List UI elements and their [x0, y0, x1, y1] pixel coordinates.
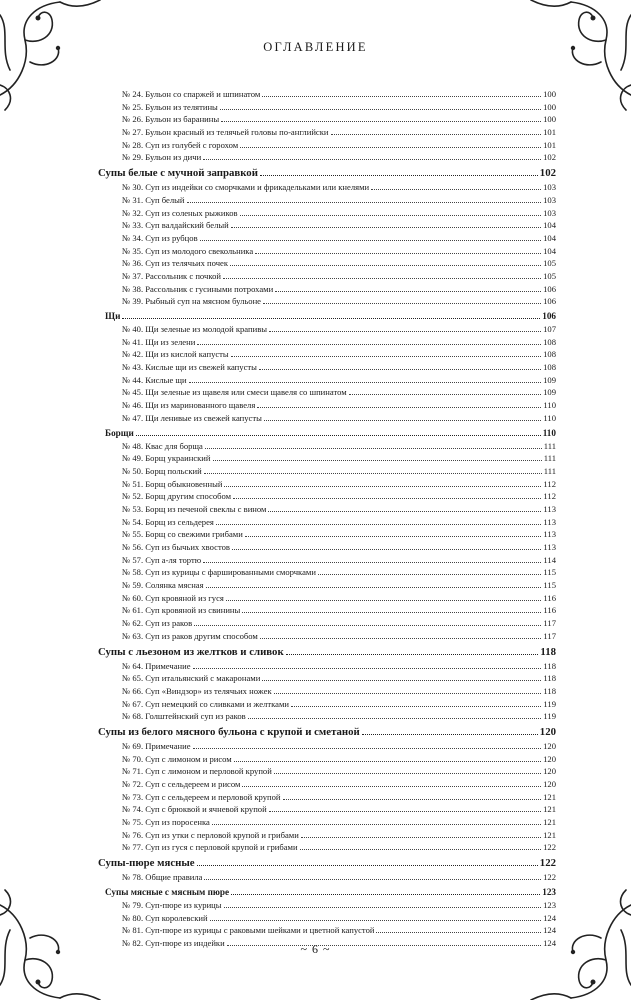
dot-leader — [212, 824, 541, 825]
toc-entry[interactable] — [98, 617, 556, 630]
dot-leader — [291, 706, 541, 707]
dot-leader — [204, 473, 542, 474]
toc-entry-title: № 77. Суп из гуся с перловой крупой и грибами — [122, 842, 298, 853]
toc-entry-title: № 63. Суп из раков другим способом — [122, 630, 258, 641]
toc-entry-page: 101 — [543, 127, 556, 138]
toc-entry-page: 117 — [543, 618, 556, 629]
toc-section-heading[interactable] — [98, 645, 556, 660]
toc-entry-page: 100 — [543, 101, 556, 112]
toc-entry-title: № 69. Примечание — [122, 740, 191, 751]
dot-leader — [231, 894, 540, 895]
dot-leader — [220, 109, 541, 110]
toc-entry-page: 105 — [543, 270, 556, 281]
dot-leader — [269, 331, 541, 332]
toc-entry[interactable] — [98, 219, 556, 232]
dot-leader — [136, 435, 541, 436]
toc-entry-title: № 68. Голштейнский суп из раков — [122, 711, 246, 722]
toc-entry-page: 104 — [543, 220, 556, 231]
dot-leader — [230, 265, 541, 266]
toc-entry-title: № 41. Щи из зелени — [122, 336, 196, 347]
dot-leader — [259, 369, 541, 370]
dot-leader — [240, 215, 542, 216]
toc-entry[interactable] — [98, 412, 556, 425]
toc-entry-page: 124 — [543, 912, 556, 923]
toc-section-heading[interactable] — [98, 426, 556, 440]
toc-entry[interactable] — [98, 554, 556, 567]
toc-entry-page: 122 — [543, 872, 556, 883]
dot-leader — [257, 407, 541, 408]
toc-entry-page: 124 — [543, 937, 556, 948]
toc-entry-title: № 50. Борщ польский — [122, 465, 202, 476]
toc-entry-page: 123 — [543, 899, 556, 910]
dot-leader — [221, 121, 541, 122]
toc-entry[interactable] — [98, 829, 556, 842]
toc-entry-title: Супы белые с мучной заправкой — [98, 167, 258, 180]
toc-entry[interactable] — [98, 452, 556, 465]
toc-entry-title: № 26. Бульон из баранины — [122, 114, 220, 125]
toc-entry-page: 115 — [543, 580, 556, 591]
toc-entry-page: 102 — [543, 152, 556, 163]
toc-entry[interactable] — [98, 871, 556, 884]
toc-entry[interactable] — [98, 672, 556, 685]
dot-leader — [242, 786, 541, 787]
toc-section-heading[interactable] — [98, 725, 556, 740]
toc-entry-title: № 33. Суп валдайский белый — [122, 220, 229, 231]
toc-entry-title: № 30. Суп из индейки со сморчками и фрикадельками или кнелями — [122, 182, 370, 193]
dot-leader — [300, 849, 542, 850]
toc-entry-page: 106 — [543, 296, 556, 307]
toc-entry-page: 118 — [543, 673, 556, 684]
toc-entry-title: Супы-пюре мясные — [98, 857, 195, 870]
toc-entry[interactable] — [98, 194, 556, 207]
toc-entry-page: 104 — [543, 245, 556, 256]
toc-entry-page: 120 — [543, 740, 556, 751]
toc-entry[interactable] — [98, 753, 556, 766]
dot-leader — [224, 907, 542, 908]
toc-entry-page: 121 — [543, 817, 556, 828]
toc-entry-title: № 56. Суп из бычьих хвостов — [122, 542, 230, 552]
toc-entry-title: № 47. Щи ленивые из свежей капусты — [122, 412, 262, 423]
dot-leader — [231, 356, 541, 357]
toc-entry-page: 113 — [543, 542, 556, 552]
toc-entry-page: 103 — [543, 207, 556, 218]
toc-entry[interactable] — [98, 698, 556, 711]
dot-leader — [193, 748, 542, 749]
dot-leader — [234, 761, 541, 762]
toc-entry[interactable] — [98, 139, 556, 152]
toc-entry-title: № 40. Щи зеленые из молодой крапивы — [122, 324, 268, 334]
toc-entry-title: № 52. Борщ другим способом — [122, 491, 232, 502]
toc-entry[interactable] — [98, 336, 556, 349]
toc-entry-title: № 24. Бульон со спаржей и шпинатом — [122, 89, 261, 99]
toc-entry-page: 122 — [543, 842, 556, 853]
toc-entry-title: № 61. Суп кровяной из свинины — [122, 605, 241, 616]
toc-entry-title: № 34. Суп из рубцов — [122, 232, 198, 243]
toc-entry-page: 121 — [543, 791, 556, 802]
dot-leader — [262, 680, 541, 681]
dot-leader — [231, 227, 541, 228]
toc-entry-title: № 43. Кислые щи из свежей капусты — [122, 362, 257, 373]
dot-leader — [187, 202, 542, 203]
dot-leader — [205, 448, 542, 449]
dot-leader — [263, 303, 541, 304]
toc-entry-page: 110 — [542, 427, 556, 438]
toc-entry-page: 112 — [543, 478, 556, 489]
dot-leader — [203, 159, 541, 160]
toc-entry-page: 103 — [543, 194, 556, 205]
toc-entry[interactable] — [98, 386, 556, 399]
dot-leader — [200, 240, 541, 241]
toc-entry-title: № 78. Общие правила — [122, 872, 203, 883]
toc-entry-title: № 59. Солянка мясная — [122, 580, 204, 591]
toc-entry[interactable] — [98, 791, 556, 804]
toc-entry-page: 120 — [543, 779, 556, 789]
dot-leader — [223, 278, 541, 279]
toc-entry[interactable] — [98, 803, 556, 816]
toc-entry[interactable] — [98, 270, 556, 283]
dot-leader — [371, 189, 541, 190]
toc-entry-title: № 31. Суп белый — [122, 194, 185, 205]
toc-entry-title: № 58. Суп из курицы с фаршированными сморчками — [122, 567, 316, 578]
toc-entry[interactable] — [98, 361, 556, 374]
toc-entry-page: 112 — [543, 491, 556, 502]
toc-entry-page: 111 — [543, 465, 556, 476]
toc-entry-page: 118 — [540, 645, 556, 658]
toc-entry-title: № 36. Суп из телячьих почек — [122, 258, 229, 269]
toc-section-heading[interactable] — [98, 309, 556, 323]
toc-entry-page: 103 — [543, 182, 556, 193]
dot-leader — [286, 654, 539, 655]
toc-entry-page: 104 — [543, 232, 556, 243]
toc-entry[interactable] — [98, 685, 556, 698]
toc-entry-title: № 71. Суп с лимоном и перловой крупой — [122, 766, 272, 777]
toc-entry[interactable] — [98, 440, 556, 453]
toc-entry[interactable] — [98, 465, 556, 478]
dot-leader — [226, 600, 542, 601]
toc-entry-title: № 46. Щи из маринованного щавеля — [122, 400, 256, 411]
toc-entry[interactable] — [98, 516, 556, 529]
toc-entry[interactable] — [98, 566, 556, 579]
toc-entry-page: 120 — [543, 766, 556, 777]
toc-entry-page: 118 — [543, 685, 556, 696]
toc-entry-title: № 32. Суп из соленых рыжиков — [122, 207, 238, 218]
toc-entry-title: № 48. Квас для борща — [122, 440, 203, 451]
toc-entry-title: № 62. Суп из раков — [122, 618, 193, 629]
toc-entry-title: № 51. Борщ обыкновенный — [122, 478, 223, 489]
dot-leader — [248, 718, 542, 719]
toc-entry-title: № 35. Суп из молодого свекольника — [122, 245, 254, 256]
toc-entry-title: № 49. Борщ украинский — [122, 453, 211, 464]
toc-entry[interactable] — [98, 592, 556, 605]
dot-leader — [260, 175, 538, 176]
toc-entry[interactable] — [98, 490, 556, 503]
toc-entry-title: № 28. Суп из голубей с горохом — [122, 139, 239, 150]
toc-entry-page: 120 — [539, 725, 556, 738]
toc-entry[interactable] — [98, 295, 556, 308]
toc-entry-page: 110 — [543, 412, 556, 423]
toc-entry-title: № 27. Бульон красный из телячьей головы по-английски — [122, 127, 329, 138]
toc-section-heading[interactable] — [98, 166, 556, 181]
toc-entry-page: 118 — [543, 660, 556, 671]
dot-leader — [189, 382, 541, 383]
toc-entry-page: 109 — [543, 387, 556, 398]
toc-entry-page: 105 — [543, 258, 556, 269]
toc-entry[interactable] — [98, 924, 556, 937]
page-number: ~ 6 ~ — [300, 942, 331, 956]
dot-leader — [242, 612, 541, 613]
toc-entry-page: 110 — [543, 400, 556, 411]
toc-entry-title: № 53. Борщ из печеной свеклы с вином — [122, 503, 267, 514]
dot-leader — [274, 773, 541, 774]
toc-entry[interactable] — [98, 765, 556, 778]
dot-leader — [255, 253, 541, 254]
toc-entry[interactable] — [98, 323, 556, 336]
dot-leader — [210, 920, 541, 921]
dot-leader — [194, 625, 541, 626]
toc-entry-page: 106 — [542, 311, 556, 321]
toc-entry-title: № 55. Борщ со свежими грибами — [122, 529, 243, 540]
dot-leader — [197, 344, 541, 345]
dot-leader — [301, 837, 541, 838]
toc-entry-page: 116 — [543, 592, 556, 603]
toc-entry-title: № 79. Суп-пюре из курицы — [122, 899, 222, 910]
toc-entry-page: 107 — [543, 324, 556, 334]
toc-entry[interactable] — [98, 88, 556, 101]
dot-leader — [232, 549, 541, 550]
toc-entry[interactable] — [98, 778, 556, 791]
toc-entry-title: № 73. Суп с сельдереем и перловой крупой — [122, 791, 281, 802]
toc-entry[interactable] — [98, 528, 556, 541]
toc-entry-page: 102 — [539, 167, 556, 180]
toc-entry[interactable] — [98, 899, 556, 912]
toc-entry-title: № 57. Суп а-ля тортю — [122, 554, 202, 565]
toc-entry-page: 114 — [543, 554, 556, 565]
toc-entry-page: 101 — [543, 139, 556, 150]
toc-entry-title: № 81. Суп-пюре из курицы с раковыми шейками и цветной капустой — [122, 925, 375, 936]
toc-entry[interactable] — [98, 181, 556, 194]
toc-entry[interactable] — [98, 348, 556, 361]
toc-entry-title: Супы из белого мясного бульона с крупой и сметаной — [98, 725, 360, 738]
toc-entry-title: Супы с льезоном из желтков и сливок — [98, 645, 284, 658]
dot-leader — [262, 96, 541, 97]
page-title: ОГЛАВЛЕНИЕ — [263, 40, 368, 54]
dot-leader — [269, 811, 541, 812]
toc-entry-title: № 82. Суп-пюре из индейки — [122, 937, 225, 948]
toc-entry-title: № 66. Суп «Виндзор» из телячьих ножек — [122, 685, 272, 696]
toc-entry[interactable] — [98, 151, 556, 164]
toc-entry-title: № 76. Суп из утки с перловой крупой и грибами — [122, 829, 299, 840]
toc-entry-page: 111 — [543, 453, 556, 464]
toc-entry-page: 124 — [543, 925, 556, 936]
dot-leader — [122, 318, 540, 319]
toc-entry[interactable] — [98, 257, 556, 270]
toc-entry-title: № 45. Щи зеленые из щавеля или смеси щавеля со шпинатом — [122, 387, 347, 398]
toc-entry-page: 100 — [543, 114, 556, 125]
toc-entry[interactable] — [98, 399, 556, 412]
toc-entry-title: № 74. Суп с брюквой и ячневой крупой — [122, 804, 267, 815]
toc-entry-title: № 39. Рыбный суп на мясном бульоне — [122, 296, 261, 307]
dot-leader — [203, 562, 541, 563]
toc-entry-title: № 60. Суп кровяной из гуся — [122, 592, 224, 603]
toc-entry-page: 117 — [543, 630, 556, 641]
dot-leader — [275, 291, 541, 292]
toc-entry[interactable] — [98, 503, 556, 516]
toc-entry-title: № 37. Рассольник с почкой — [122, 270, 221, 281]
dot-leader — [362, 734, 538, 735]
toc-entry-title: № 29. Бульон из дичи — [122, 152, 202, 163]
toc-entry-title: № 38. Рассольник с гусиными потрохами — [122, 283, 274, 294]
dot-leader — [349, 394, 541, 395]
dot-leader — [376, 932, 541, 933]
toc-entry[interactable] — [98, 816, 556, 829]
toc-entry-page: 120 — [543, 753, 556, 764]
toc-entry-title: № 72. Суп с сельдереем и рисом — [122, 779, 241, 789]
toc-entry-page: 116 — [543, 605, 556, 616]
toc-entry-page: 109 — [543, 374, 556, 385]
toc-entry[interactable] — [98, 660, 556, 673]
toc-entry-title: № 42. Щи из кислой капусты — [122, 349, 229, 360]
dot-leader — [206, 587, 542, 588]
dot-leader — [331, 134, 542, 135]
toc-entry-title: № 75. Суп из поросенка — [122, 817, 210, 828]
toc-entry-page: 106 — [543, 283, 556, 294]
toc-entry-page: 121 — [543, 804, 556, 815]
dot-leader — [197, 865, 538, 866]
table-of-contents — [98, 88, 556, 950]
toc-entry[interactable] — [98, 604, 556, 617]
dot-leader — [224, 486, 541, 487]
toc-entry[interactable] — [98, 478, 556, 491]
dot-leader — [245, 536, 542, 537]
toc-entry-title: № 64. Примечание — [122, 660, 191, 671]
dot-leader — [274, 693, 542, 694]
toc-entry-title: № 65. Суп итальянский с макаронами — [122, 673, 261, 684]
toc-entry[interactable] — [98, 740, 556, 753]
toc-entry-page: 119 — [543, 698, 556, 709]
toc-section-heading[interactable] — [98, 856, 556, 871]
toc-entry-page: 123 — [542, 886, 556, 897]
dot-leader — [318, 574, 541, 575]
toc-entry-title: № 25. Бульон из телятины — [122, 101, 218, 112]
toc-entry-title: Супы мясные с мясным пюре — [105, 886, 230, 897]
toc-entry-page: 113 — [543, 516, 556, 527]
toc-entry-page: 121 — [543, 829, 556, 840]
toc-entry[interactable] — [98, 541, 556, 554]
dot-leader — [260, 638, 542, 639]
toc-entry[interactable] — [98, 101, 556, 114]
toc-entry-title: № 70. Суп с лимоном и рисом — [122, 753, 232, 764]
toc-entry-page: 108 — [543, 336, 556, 347]
toc-entry[interactable] — [98, 579, 556, 592]
toc-entry[interactable] — [98, 710, 556, 723]
dot-leader — [283, 799, 542, 800]
toc-entry[interactable] — [98, 245, 556, 258]
toc-entry[interactable] — [98, 283, 556, 296]
toc-entry-page: 108 — [543, 349, 556, 360]
toc-entry-title: Борщи — [105, 427, 134, 438]
toc-entry[interactable] — [98, 841, 556, 854]
toc-entry-title: Щи — [105, 311, 121, 321]
dot-leader — [268, 511, 541, 512]
dot-leader — [264, 420, 542, 421]
toc-entry-title: № 44. Кислые щи — [122, 374, 187, 385]
toc-entry-page: 100 — [543, 89, 556, 99]
toc-entry[interactable] — [98, 912, 556, 925]
toc-entry[interactable] — [98, 374, 556, 387]
toc-entry[interactable] — [98, 630, 556, 643]
toc-entry[interactable] — [98, 126, 556, 139]
dot-leader — [193, 668, 542, 669]
dot-leader — [213, 460, 542, 461]
toc-entry-page: 115 — [543, 567, 556, 578]
dot-leader — [240, 147, 541, 148]
toc-entry[interactable] — [98, 207, 556, 220]
dot-leader — [204, 879, 541, 880]
toc-entry-page: 122 — [539, 857, 556, 870]
toc-entry[interactable] — [98, 232, 556, 245]
toc-entry-title: № 80. Суп королевский — [122, 912, 208, 923]
toc-entry-page: 108 — [543, 362, 556, 373]
toc-entry-title: № 67. Суп немецкий со сливками и желтками — [122, 698, 289, 709]
toc-entry[interactable] — [98, 113, 556, 126]
toc-entry-page: 111 — [543, 440, 556, 451]
toc-entry-page: 113 — [543, 503, 556, 514]
toc-entry-page: 113 — [543, 529, 556, 540]
dot-leader — [233, 498, 541, 499]
toc-entry-page: 119 — [543, 711, 556, 722]
toc-section-heading[interactable] — [98, 885, 556, 899]
toc-entry-title: № 54. Борщ из сельдерея — [122, 516, 214, 527]
dot-leader — [216, 524, 542, 525]
